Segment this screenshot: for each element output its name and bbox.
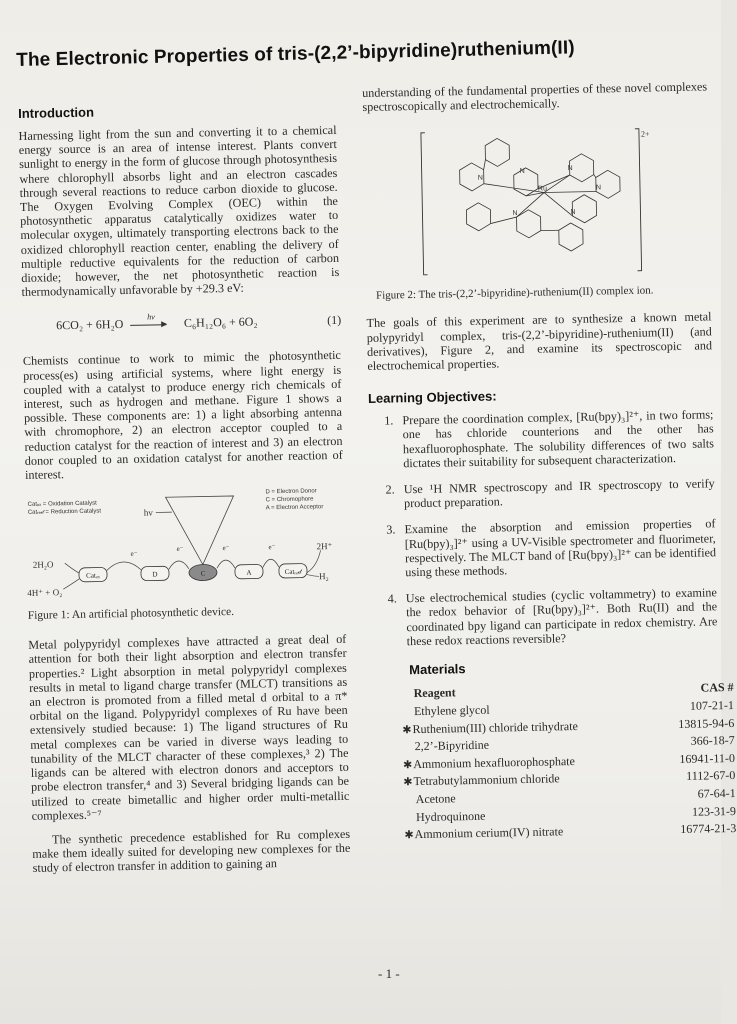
cas-number: 123-31-9	[691, 803, 737, 819]
goals-paragraph: The goals of this experiment are to synthesize a known metal polypyridyl complex, tris-(2,2’-bipyridine)-ruthenium(II) (and derivatives), Figure 2, and examine its spectroscopic and electrochemical properties.	[366, 309, 713, 373]
reagent-name: 2,2’-Bipyridine	[414, 737, 490, 754]
intro-paragraph-4: The synthetic precedence established for Ru complexes make them ideally suited for developing new complexes for the study of electron transfer in addition to gaining an	[32, 826, 351, 876]
svg-text:e⁻: e⁻	[222, 544, 230, 553]
nitrogen-label: N	[595, 184, 602, 192]
objective-item: 2. Use ¹H NMR spectroscopy and IR spectroscopy to verify product preparation.	[398, 476, 715, 510]
reaction-arrow-icon	[130, 324, 166, 326]
device-node-label: Catᵣₑ𝒹	[284, 567, 302, 577]
reagent-name: Acetone	[415, 791, 456, 807]
objectives-list	[368, 408, 717, 649]
left-column	[18, 100, 351, 875]
nitrogen-label: N	[477, 175, 483, 183]
document-title: The Electronic Properties of tris-(2,2’-bipyridine)ruthenium(II)	[16, 37, 575, 71]
intro-paragraph-1: Harnessing light from the sun and converting it to a chemical energy source is an area of intense interest. Plants convert sunlight to energy in the form of glucose through photosynthesis where chlorophyll absorbs light and an electron cascades through several reactions to reduce carbon dioxide to glucose. The Oxygen Evolving Complex (OEC) within the photosynthetic apparatus catalytically oxidizes water to molecular oxygen, ultimately transporting electrons back to the oxidized chlorophyll reaction center, enabling the delivery of multiple reductive equivalents for the reduction of carbon dioxide; however, the net photosynthetic reaction is thermodynamically unfavorable by +29.3 eV:	[18, 122, 340, 300]
right-column	[362, 79, 737, 844]
cas-number: 107-21-1	[689, 697, 735, 713]
ru-label: Ru	[537, 185, 548, 194]
charge-label: 2+	[640, 129, 650, 140]
svg-text:e⁻: e⁻	[268, 543, 276, 552]
device-node-label: A	[246, 568, 252, 577]
cas-number: 366-18-7	[690, 733, 735, 748]
learning-objectives-heading: Learning Objectives:	[367, 388, 497, 407]
device-node-label: Catₒₓ	[86, 571, 101, 581]
equation-number: (1)	[327, 313, 342, 328]
nitrogen-label: N	[567, 165, 573, 173]
introduction-heading: Introduction	[18, 104, 95, 121]
reagent-column-header: Reagent	[413, 685, 456, 701]
svg-text:e⁻: e⁻	[130, 550, 138, 559]
objective-item: 1. Prepare the coordination complex, [Ru(bpy)₃]²⁺, in two forms; one has chloride counterions and the other has hexafluorophosphate. The solubility differences of two salts dictates their suitability for subsequent characterization.	[396, 408, 714, 471]
cas-number: 16941-11-0	[679, 750, 736, 766]
reagent-name: ✱Ruthenium(III) chloride trihydrate	[402, 718, 578, 736]
legend-cat-red: Catᵣₑ𝒹 = Reduction Catalyst	[27, 508, 102, 517]
nitrogen-label: N	[570, 209, 576, 217]
cas-column-header: CAS #	[700, 680, 734, 695]
svg-text:e⁻: e⁻	[176, 545, 184, 554]
reagent-name: ✱Ammonium cerium(IV) nitrate	[404, 824, 564, 842]
device-node-label: D	[152, 570, 158, 579]
equation-1	[56, 313, 341, 333]
artificial-device-svg	[25, 486, 345, 604]
nitrogen-label: N	[512, 210, 518, 218]
legend-chromophore: C = Chromophore	[265, 496, 314, 504]
reagent-name: ✱Ammonium hexafluorophosphate	[402, 753, 575, 772]
hazard-star-icon: ✱	[402, 723, 412, 736]
oxygen-label: 4H⁺ + O₂	[27, 587, 63, 599]
figure-2-caption: Figure 2: The tris-(2,2’-bipyridine)-ruthenium(II) complex ion.	[375, 284, 654, 303]
cas-number: 67-64-1	[697, 785, 736, 801]
figure-1-diagram	[25, 486, 345, 604]
intro-paragraph-2: Chemists continue to work to mimic the photosynthetic process(es) using artificial systems, where light energy is coupled with a catalyst to produce energy rich chemicals of interest, such as hydrogen and methane. Figure 1 shows a possible. These components are: 1) a light absorbing antenna with chromophore, 2) an electron acceptor coupled to a reduction catalyst for the reaction of interest and 3) an electron donor coupled to an oxidation catalyst for another reaction of interest.	[22, 348, 343, 482]
legend-donor: D = Electron Donor	[265, 488, 317, 496]
electron-transfer-arc	[107, 562, 141, 571]
hydrogen-label: H₂	[318, 571, 329, 582]
equation-lhs: 6CO₂ + 6H₂O	[56, 317, 124, 333]
cas-number: 16774-21-3	[680, 821, 737, 837]
reagent-name: ✱Tetrabutylammonium chloride	[403, 771, 560, 789]
equation-hv: hν	[147, 312, 155, 322]
electron-transfer-arc	[169, 561, 189, 569]
nitrogen-label: N	[519, 168, 525, 176]
cas-number: 13815-94-6	[678, 715, 735, 731]
materials-table	[402, 679, 737, 843]
legend-cat-ox: Catₒₓ = Oxidation Catalyst	[27, 500, 97, 509]
intro-paragraph-3: Metal polypyridyl complexes have attracted a great deal of attention for both their light absorption and electron transfer properties.² Light absorption in metal polypyridyl complexes results in metal to ligand charge transfer (MLCT) transitions as an electron is promoted from a filled metal d orbital to a π* orbital on the ligand. Polypyridyl complexes of Ru have been extensively studied because: 1) The ligand structures of Ru metal complexes can be varied in diverse ways leading to tunability of the MLCT character of these complexes,³ 2) The ligands can be altered with electron donors and acceptors to probe electron transfer,⁴ and 3) Several bridging ligands can be utilized to create bimetallic and higher order multi-metallic complexes.⁵⁻⁷	[28, 632, 350, 823]
light-cone-icon	[166, 496, 235, 565]
reagent-name: Hydroquinone	[415, 808, 486, 824]
objective-item: 4. Use electrochemical studies (cyclic voltammetry) to examine the redox behavior of [Ru(bpy)₃]²⁺. Both Ru(II) and the coordinated bpy ligand can participate in redox chemistry. Are these redox reactions reversible?	[400, 586, 718, 649]
hazard-star-icon: ✱	[404, 829, 414, 842]
equation-rhs: C₆H₁₂O₆ + 6O₂	[183, 314, 258, 331]
proton-label: 2H⁺	[316, 541, 333, 552]
legend-acceptor: A = Electron Acceptor	[265, 504, 324, 512]
hazard-star-icon: ✱	[403, 776, 413, 789]
device-node-label: C	[200, 569, 206, 578]
figure-1-caption: Figure 1: An artificial photosynthetic device.	[27, 606, 235, 623]
cas-number: 1112-67-0	[686, 768, 736, 784]
materials-heading: Materials	[409, 661, 466, 678]
figure-2-structure	[419, 125, 652, 279]
ru-bpy-complex-svg	[419, 125, 652, 279]
hv-label: hv	[143, 507, 153, 518]
electron-transfer-arc	[217, 560, 235, 568]
electron-transfer-arc	[263, 559, 279, 567]
page-number: - 1 -	[378, 966, 400, 981]
hazard-star-icon: ✱	[402, 758, 413, 772]
water-label: 2H₂O	[32, 559, 54, 571]
continuation-paragraph: understanding of the fundamental properties of these novel complexes spectroscopically and electrochemically.	[362, 79, 708, 115]
reagent-name: Ethylene glycol	[413, 702, 490, 719]
objective-item: 3. Examine the absorption and emission properties of [Ru(bpy)₃]²⁺ using a UV-Visible spectrometer and fluorimeter, respectively. The MLCT band of [Ru(bpy)₃]²⁺ can be identified using these methods.	[398, 517, 716, 580]
